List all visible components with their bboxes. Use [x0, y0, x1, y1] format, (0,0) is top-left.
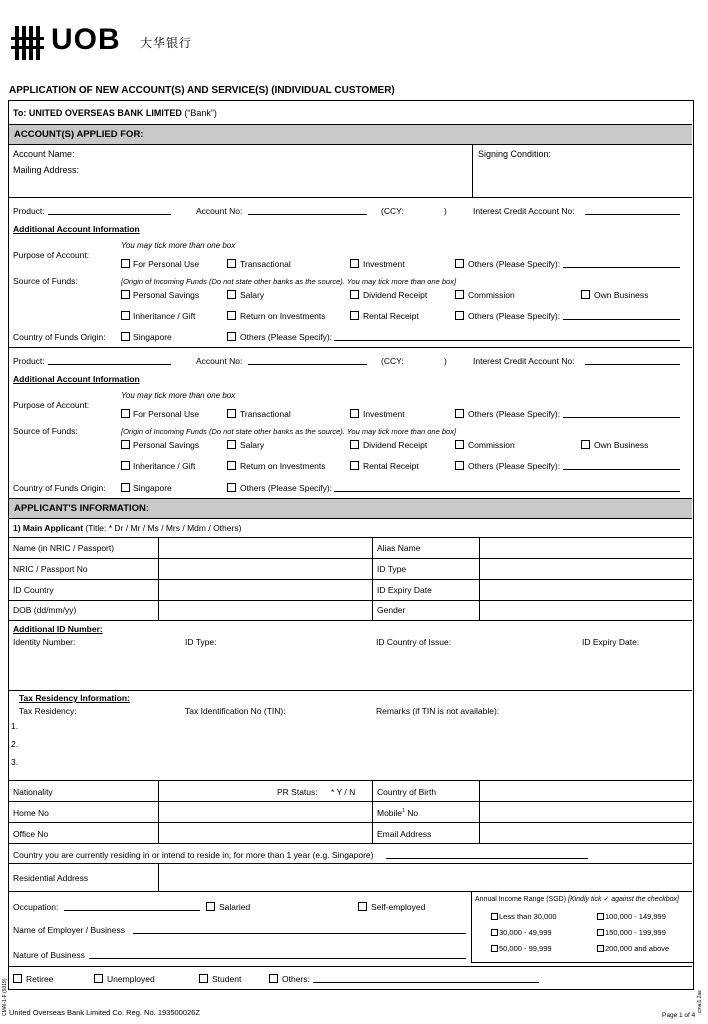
country-others-field[interactable] — [334, 340, 680, 341]
product-label: Product: — [13, 356, 45, 366]
purpose-transactional-checkbox[interactable] — [227, 409, 236, 418]
country-others-checkbox[interactable] — [227, 483, 236, 492]
interest-credit-field[interactable] — [585, 364, 680, 365]
nric-passport-label: NRIC / Passport No — [13, 564, 88, 574]
source-inheritance-checkbox[interactable] — [121, 311, 130, 320]
tax-row-number: 1. — [11, 721, 19, 731]
purpose-label: Purpose of Account: — [13, 400, 90, 410]
source-option-label: Return on Investments — [240, 461, 326, 471]
country-funds-label: Country of Funds Origin: — [13, 332, 106, 342]
source-others-field[interactable] — [563, 319, 680, 320]
ccy-label: (CCY: — [381, 356, 404, 366]
additional-id-title: Additional ID Number: — [13, 624, 103, 634]
employer-label: Name of Employer / Business — [13, 925, 125, 935]
residing-country-field[interactable] — [386, 858, 588, 859]
dob-label: DOB (dd/mm/yy) — [13, 605, 77, 615]
account-name-label: Account Name: — [13, 149, 75, 159]
country-of-birth-label: Country of Birth — [377, 787, 437, 797]
income-checkbox[interactable] — [597, 945, 604, 952]
source-rental-checkbox[interactable] — [350, 461, 359, 470]
footer-page: Page 1 of 4 — [662, 1012, 696, 1019]
nature-of-business-field[interactable] — [89, 958, 466, 959]
retiree-checkbox[interactable] — [13, 974, 22, 983]
source-option-label: Return on Investments — [240, 311, 326, 321]
ccy-close: ) — [444, 356, 447, 366]
source-others-checkbox[interactable] — [455, 311, 464, 320]
income-option-label: Less than 30,000 — [499, 912, 557, 921]
account-no-field[interactable] — [248, 364, 367, 365]
student-label: Student — [212, 974, 242, 984]
others-employment-checkbox[interactable] — [269, 974, 278, 983]
source-hint: [Origin of Incoming Funds (Do not state other banks as the source). You may tick more than one box] — [121, 277, 457, 286]
source-option-label: Others (Please Specify): — [468, 461, 561, 471]
interest-credit-label: Interest Credit Account No: — [473, 206, 575, 216]
name-nric-label: Name (in NRIC / Passport) — [13, 543, 115, 553]
others-employment-field[interactable] — [313, 982, 539, 983]
purpose-option-label: For Personal Use — [133, 259, 200, 269]
tin-remarks-label: Remarks (if TIN is not available): — [376, 706, 500, 716]
source-of-funds-label: Source of Funds: — [13, 426, 78, 436]
country-singapore-checkbox[interactable] — [121, 483, 130, 492]
purpose-personal-checkbox[interactable] — [121, 409, 130, 418]
retiree-label: Retiree — [26, 974, 54, 984]
purpose-others-checkbox[interactable] — [455, 409, 464, 418]
to-line: To: UNITED OVERSEAS BANK LIMITED (“Bank”) — [13, 108, 217, 118]
purpose-option-label: Investment — [363, 409, 405, 419]
mailing-address-label: Mailing Address: — [13, 165, 80, 175]
others-employment-label: Others: — [282, 974, 310, 984]
tax-residency-label: Tax Residency: — [19, 706, 77, 716]
tax-row-number: 2. — [11, 739, 19, 749]
income-checkbox[interactable] — [491, 929, 498, 936]
right-code: cmai1.2ae — [697, 989, 703, 1013]
purpose-label: Purpose of Account: — [13, 250, 90, 260]
self-employed-label: Self-employed — [371, 902, 426, 912]
additional-id-type-label: ID Type: — [185, 637, 217, 647]
form-code: CMAI-1-F (9319) — [2, 978, 8, 1016]
source-option-label: Personal Savings — [133, 290, 200, 300]
country-option-label: Others (Please Specify): — [240, 483, 333, 493]
tax-residency-title: Tax Residency Information: — [19, 693, 130, 703]
purpose-investment-checkbox[interactable] — [350, 409, 359, 418]
product-label: Product: — [13, 206, 45, 216]
source-others-checkbox[interactable] — [455, 461, 464, 470]
signing-condition-label: Signing Condition: — [478, 149, 552, 159]
main-applicant-label: 1) Main Applicant (Title: * Dr / Mr / Ms / Mrs / Mdm / Others) — [13, 523, 242, 533]
employer-field[interactable] — [133, 933, 466, 934]
identity-number-label: Identity Number: — [13, 637, 76, 647]
nationality-label: Nationality — [13, 787, 53, 797]
source-option-label: Dividend Receipt — [363, 440, 428, 450]
source-business-checkbox[interactable] — [581, 440, 590, 449]
income-checkbox[interactable] — [597, 913, 604, 920]
id-expiry-label: ID Expiry Date — [377, 585, 432, 595]
country-others-checkbox[interactable] — [227, 332, 236, 341]
country-funds-label: Country of Funds Origin: — [13, 483, 106, 493]
id-type-label: ID Type — [377, 564, 407, 574]
source-others-field[interactable] — [563, 469, 680, 470]
residential-address-label: Residential Address — [13, 873, 89, 883]
uob-logo-mark — [11, 26, 45, 62]
self-employed-checkbox[interactable] — [358, 902, 367, 911]
income-option-label: 200,000 and above — [605, 944, 670, 953]
source-option-label: Inheritance / Gift — [133, 461, 196, 471]
name-nric-field[interactable] — [159, 538, 372, 558]
purpose-option-label: For Personal Use — [133, 409, 200, 419]
ccy-close: ) — [444, 206, 447, 216]
source-option-label: Dividend Receipt — [363, 290, 428, 300]
form-title: APPLICATION OF NEW ACCOUNT(S) AND SERVICE(S) (INDIVIDUAL CUSTOMER) — [9, 85, 395, 96]
country-option-label: Others (Please Specify): — [240, 332, 333, 342]
pr-status-options[interactable]: * Y / N — [331, 787, 356, 797]
additional-id-expiry-label: ID Expiry Date: — [582, 637, 640, 647]
source-commission-checkbox[interactable] — [455, 440, 464, 449]
income-option-label: 100,000 - 149,999 — [605, 912, 666, 921]
account-no-label: Account No: — [196, 206, 243, 216]
source-option-label: Own Business — [594, 440, 649, 450]
purpose-option-label: Others (Please Specify): — [468, 409, 561, 419]
income-range-title: Annual Income Range (SGD) [Kindly tick ✓ against the checkbox] — [475, 896, 679, 903]
uob-logo-text: UOB — [51, 23, 121, 56]
residing-country-label: Country you are currently residing in or intend to reside in, for more than 1 year (e.g. Singapore) — [13, 850, 374, 860]
source-of-funds-label: Source of Funds: — [13, 276, 78, 286]
additional-account-info-title: Additional Account Information — [13, 374, 140, 384]
source-rental-checkbox[interactable] — [350, 311, 359, 320]
source-investments-checkbox[interactable] — [227, 461, 236, 470]
country-option-label: Singapore — [133, 483, 172, 493]
home-no-label: Home No — [13, 808, 49, 818]
purpose-others-field[interactable] — [563, 417, 680, 418]
source-option-label: Commission — [468, 440, 515, 450]
purpose-option-label: Investment — [363, 259, 405, 269]
ccy-label: (CCY: — [381, 206, 404, 216]
source-inheritance-checkbox[interactable] — [121, 461, 130, 470]
accounts-section-title: ACCOUNT(S) APPLIED FOR: — [14, 129, 144, 140]
source-option-label: Own Business — [594, 290, 649, 300]
additional-account-info-title: Additional Account Information — [13, 224, 140, 234]
occupation-field[interactable] — [64, 910, 200, 911]
purpose-hint: You may tick more than one box — [121, 391, 236, 400]
id-country-issue-label: ID Country of Issue: — [376, 637, 452, 647]
mobile-no-label: Mobile$^1$ No — [377, 808, 419, 818]
source-salary-checkbox[interactable] — [227, 440, 236, 449]
interest-credit-label: Interest Credit Account No: — [473, 356, 575, 366]
gender-label: Gender — [377, 605, 406, 615]
source-investments-checkbox[interactable] — [227, 311, 236, 320]
alias-name-field[interactable] — [480, 538, 691, 558]
purpose-hint: You may tick more than one box — [121, 241, 236, 250]
income-checkbox[interactable] — [597, 929, 604, 936]
income-option-label: 30,000 - 49,999 — [499, 928, 552, 937]
source-dividend-checkbox[interactable] — [350, 440, 359, 449]
purpose-option-label: Transactional — [240, 259, 291, 269]
account-no-label: Account No: — [196, 356, 243, 366]
country-singapore-checkbox[interactable] — [121, 332, 130, 341]
source-hint: [Origin of Incoming Funds (Do not state other banks as the source). You may tick more than one box] — [121, 427, 457, 436]
purpose-option-label: Others (Please Specify): — [468, 259, 561, 269]
student-checkbox[interactable] — [199, 974, 208, 983]
source-option-label: Inheritance / Gift — [133, 311, 196, 321]
source-option-label: Personal Savings — [133, 440, 200, 450]
nature-of-business-label: Nature of Business — [13, 950, 85, 960]
tin-label: Tax Identification No (TIN): — [185, 706, 286, 716]
unemployed-label: Unemployed — [107, 974, 155, 984]
office-no-label: Office No — [13, 829, 49, 839]
pr-status-label: PR Status: — [277, 787, 318, 797]
id-country-label: ID Country — [13, 585, 54, 595]
applicant-section-title: APPLICANT'S INFORMATION: — [14, 503, 150, 514]
country-option-label: Singapore — [133, 332, 172, 342]
country-others-field[interactable] — [334, 491, 680, 492]
source-option-label: Rental Receipt — [363, 311, 419, 321]
source-option-label: Salary — [240, 290, 265, 300]
source-savings-checkbox[interactable] — [121, 440, 130, 449]
source-option-label: Commission — [468, 290, 515, 300]
source-option-label: Others (Please Specify): — [468, 311, 561, 321]
footer-company: United Overseas Bank Limited Co. Reg. No. 193500026Z — [9, 1008, 200, 1017]
occupation-label: Occupation: — [13, 902, 59, 912]
email-address-label: Email Address — [377, 829, 432, 839]
purpose-option-label: Transactional — [240, 409, 291, 419]
income-checkbox[interactable] — [491, 913, 498, 920]
unemployed-checkbox[interactable] — [94, 974, 103, 983]
salaried-label: Salaried — [219, 902, 251, 912]
source-option-label: Rental Receipt — [363, 461, 419, 471]
source-option-label: Salary — [240, 440, 265, 450]
product-block-2 — [0, 150, 708, 493]
salaried-checkbox[interactable] — [206, 902, 215, 911]
income-checkbox[interactable] — [491, 945, 498, 952]
tax-row-number: 3. — [11, 757, 19, 767]
uob-logo-chinese: 大华银行 — [140, 36, 193, 50]
income-option-label: 150,000 - 199,999 — [605, 928, 666, 937]
product-field[interactable] — [48, 364, 171, 365]
income-option-label: 50,000 - 99,999 — [499, 944, 552, 953]
alias-name-label: Alias Name — [377, 543, 421, 553]
